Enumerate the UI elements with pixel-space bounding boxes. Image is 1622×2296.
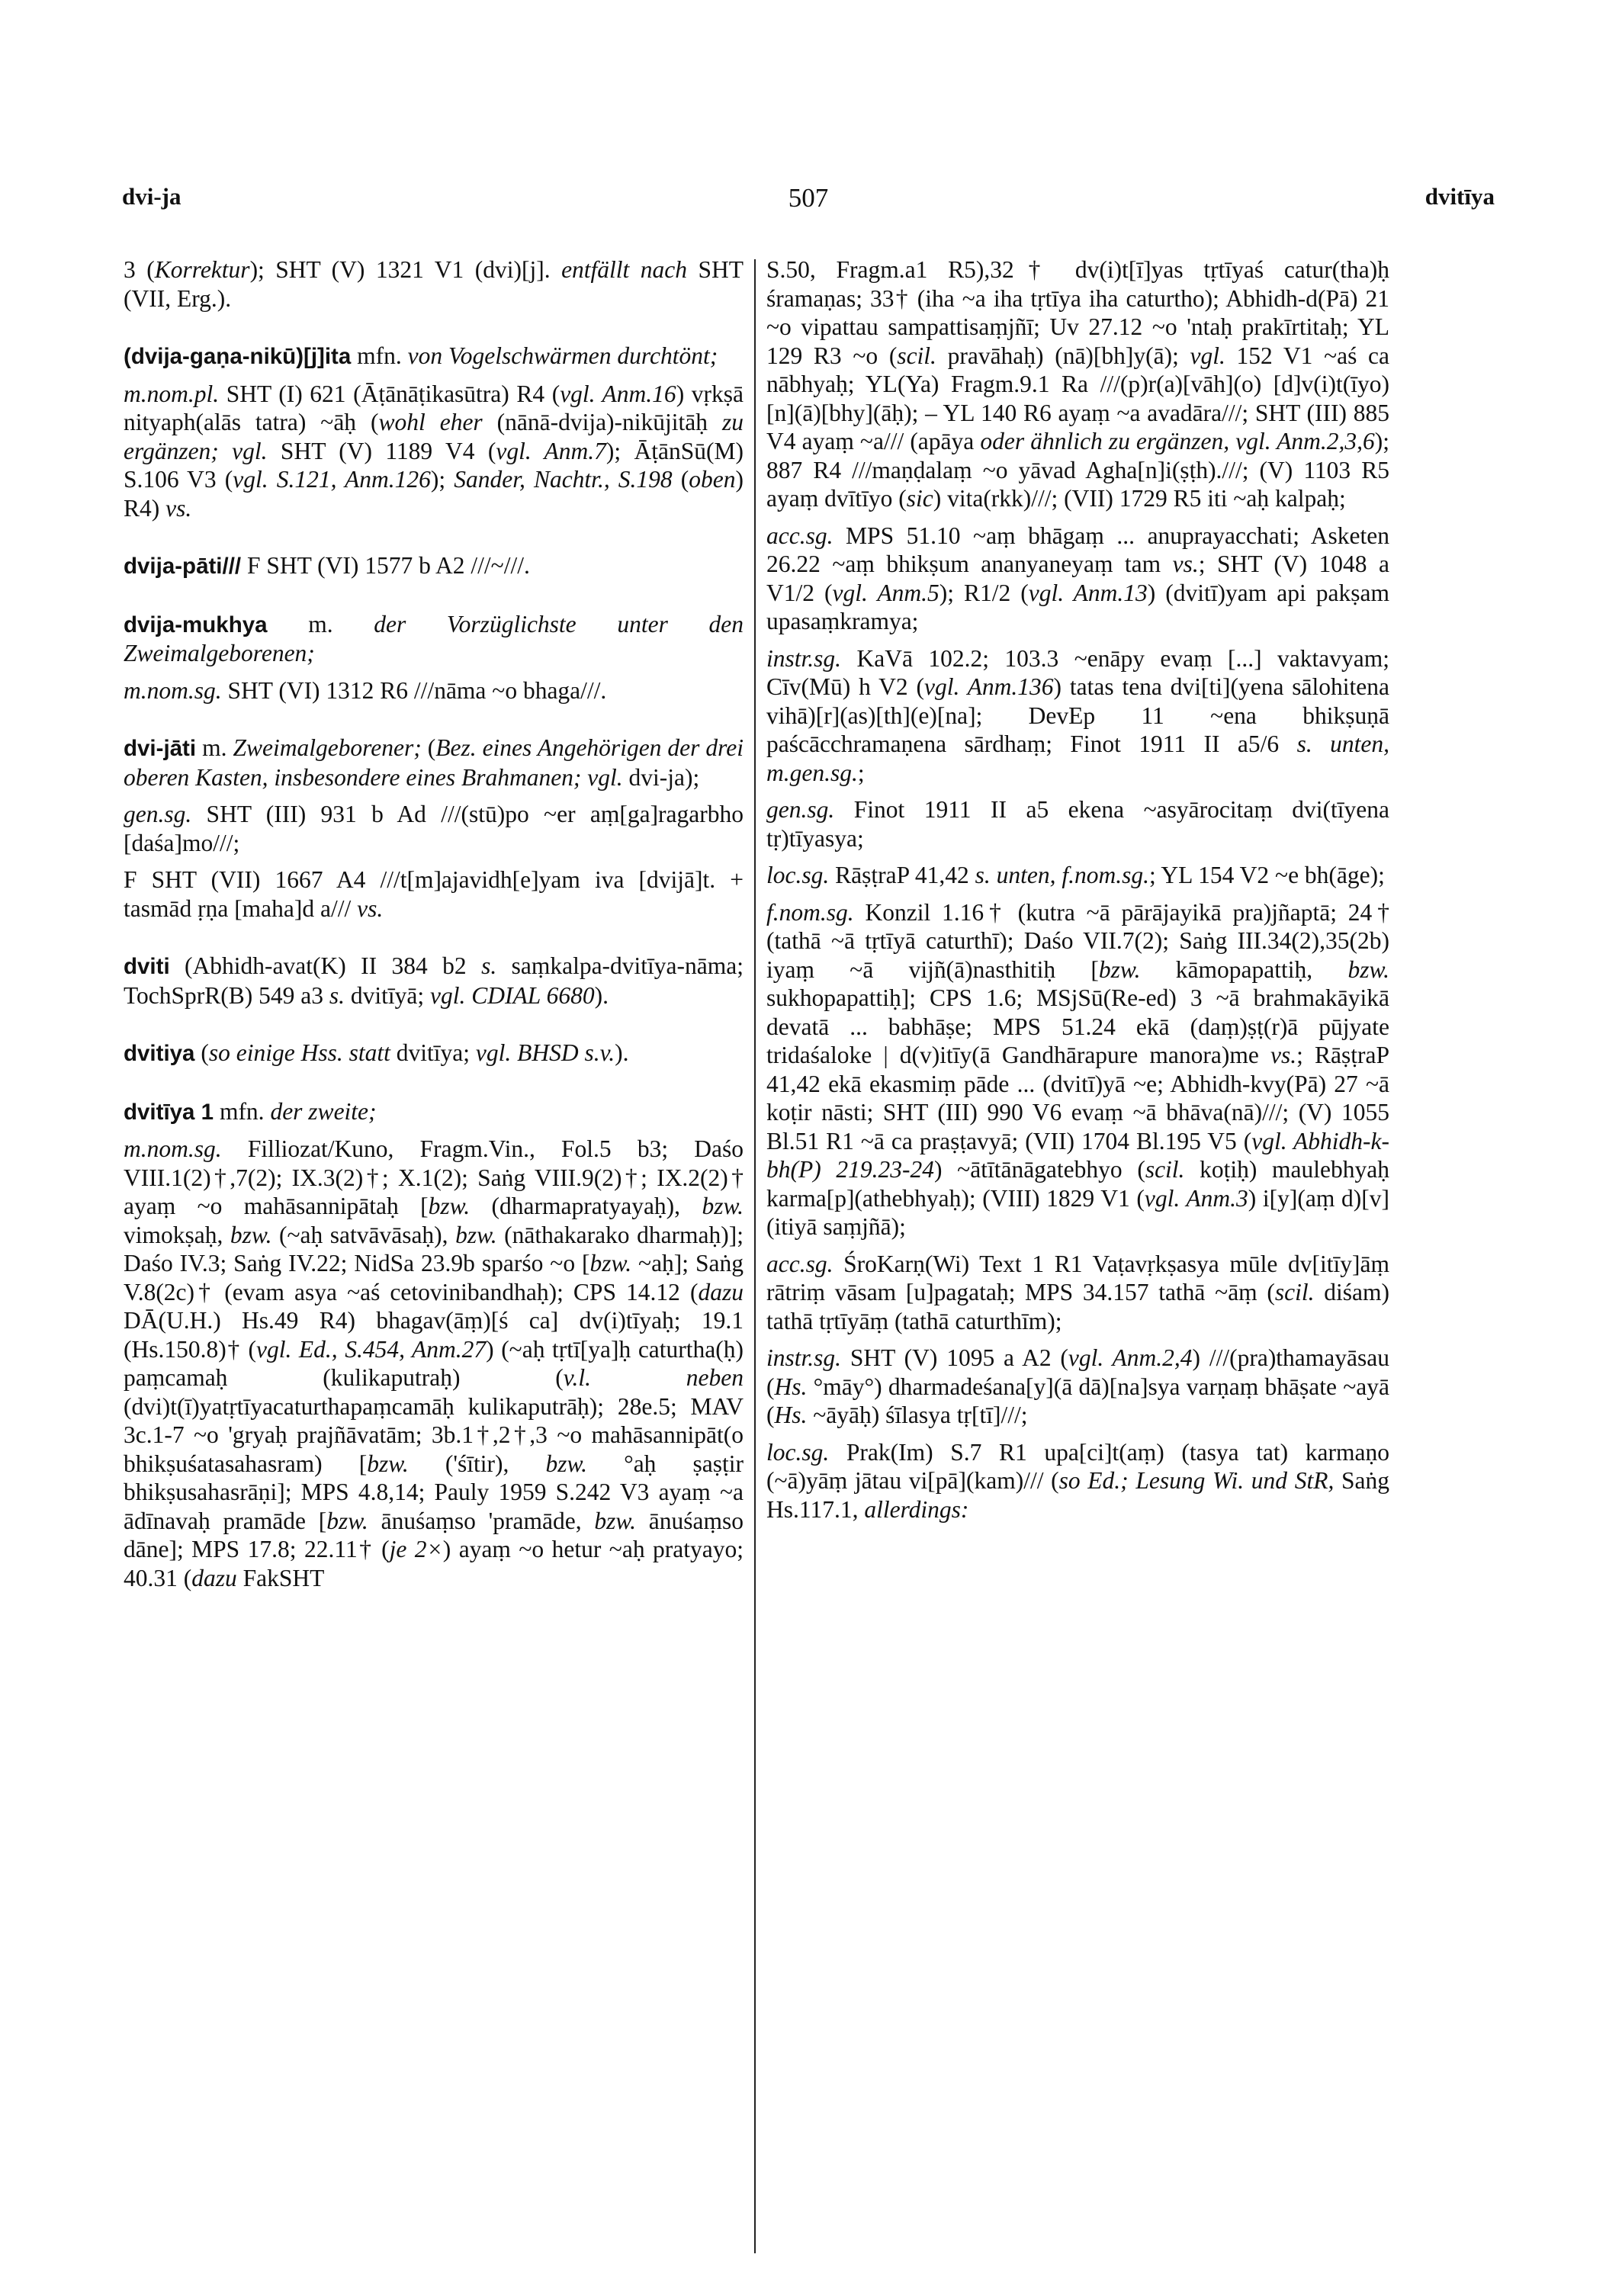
- dictionary-paragraph: instr.sg. KaVā 102.2; 103.3 ~enāpy evaṃ [...] vaktavyam; Cīv(Mū) h V2 (vgl. Anm.136) tatas tena dvi[ti](yena sālohitena vihā)[r](as)[th](e)[na]; DevEp 11 ~ena bhikṣuṇā paścācchramaṇena sārdhaṃ; Finot 1911 II a5/6 s. unten, m.gen.sg.;: [766, 644, 1390, 786]
- running-head-left: dvi-ja: [122, 183, 181, 210]
- dictionary-paragraph: (dvija-gaṇa-nikū)[j]ita mfn. von Vogelschwärmen durchtönt;: [124, 342, 718, 369]
- dictionary-paragraph: dviti (Abhidh-avat(K) II 384 b2 s. saṃkalpa-dvitīya-nāma; TochSprR(B) 549 a3 s. dvitīyā; vgl. CDIAL 6680).: [124, 952, 744, 1009]
- dictionary-paragraph: m.nom.sg. Filliozat/Kuno, Fragm.Vin., Fol.5 b3; Daśo VIII.1(2)†,7(2); IX.3(2)†; X.1(2); Saṅg VIII.9(2)†; IX.2(2)† ayaṃ ~o mahāsannipātaḥ [bzw. (dharmapratyayaḥ), bzw. vimokṣaḥ, bzw. (~aḥ satvāvāsaḥ), bzw. (nāthakarako dharmaḥ)]; Daśo IV.3; Saṅg IV.22; NidSa 23.9b sparśo ~o [bzw. ~aḥ]; Saṅg V.8(2c)† (evam asya ~aś cetovinibandhaḥ); CPS 14.12 (dazu DĀ(U.H.) Hs.49 R4) bhagav(āṃ)[ś ca] dv(i)tīyaḥ; 19.1 (Hs.150.8)† (vgl. Ed., S.454, Anm.27) (~aḥ tṛtī[ya]ḥ caturtha(ḥ) paṃcamaḥ (kulikaputraḥ) (v.l. neben (dvi)t(ī)yatṛtīyacaturthapaṃcamāḥ kulikaputrāḥ); 28e.5; MAV 3c.1-7 ~o 'gryaḥ prajñāvatām; 3b.1†,2†,3 ~o mahāsannipāt(o bhikṣuśatasahasram) [bzw. ('śītir), bzw. °aḥ ṣaṣṭir bhikṣusahasrāṇi]; MPS 4.8,14; Pauly 1959 S.242 V3 ayaṃ ~a ādīnavaḥ pramāde [bzw. ānuśaṃso 'pramāde, bzw. ānuśaṃso dāne]; MPS 17.8; 22.11† (je 2×) ayaṃ ~o hetur ~aḥ pratyayo; 40.31 (dazu FakSHT: [124, 1135, 744, 1591]
- page-number: 507: [788, 183, 829, 213]
- dictionary-paragraph: dvija-pāti/// F SHT (VI) 1577 b A2 ///~///.: [124, 552, 530, 579]
- dictionary-paragraph: dvitīya 1 mfn. der zweite;: [124, 1097, 377, 1125]
- dictionary-paragraph: loc.sg. Prak(Im) S.7 R1 upa[ci]t(aṃ) (tasya tat) karmaṇo (~ā)yāṃ jātau vi[pā](kam)/// (so Ed.; Lesung Wi. und StR, Saṅg Hs.117.1, allerdings:: [766, 1438, 1390, 1523]
- dictionary-paragraph: 3 (Korrektur); SHT (V) 1321 V1 (dvi)[j]. entfällt nach SHT (VII, Erg.).: [124, 256, 744, 312]
- dictionary-paragraph: m.nom.sg. SHT (VI) 1312 R6 ///nāma ~o bhaga///.: [124, 676, 607, 704]
- right-column: [766, 255, 1389, 1532]
- dictionary-paragraph: S.50, Fragm.a1 R5),32† dv(i)t[ī]yas tṛtīyaś catur(tha)ḥ śramaṇas; 33† (iha ~a iha tṛtīya iha caturtho); Abhidh-d(Pā) 21 ~o vipattau sampattisaṃjñī; Uv 27.12 ~o 'ntaḥ prakīrtitaḥ; YL 129 R3 ~o (scil. pravāhaḥ) (nā)[bh]y(ā); vgl. 152 V1 ~aś ca nābhyaḥ; YL(Ya) Fragm.9.1 Ra ///(p)r(a)[vāh](o) [d]v(i)t(īyo) [n](ā)[bhy](āḥ); – YL 140 R6 ayaṃ ~a avadāra///; SHT (III) 885 V4 ayaṃ ~a/// (apāya oder ähnlich zu ergänzen, vgl. Anm.2,3,6); 887 R4 ///maṇḍalaṃ ~o yāvad Agha[n]i(ṣṭh).///; (V) 1103 R5 ayaṃ dvītīyo (sic) vita(rkk)///; (VII) 1729 R5 iti ~aḥ kalpaḥ;: [766, 256, 1389, 512]
- column-divider: [754, 259, 756, 2253]
- dictionary-paragraph: acc.sg. MPS 51.10 ~aṃ bhāgaṃ ... anuprayacchati; Asketen 26.22 ~aṃ bhikṣum ananyaneyaṃ tam vs.; SHT (V) 1048 a V1/2 (vgl. Anm.5); R1/2 (vgl. Anm.13) (dvitī)yam api pakṣam upasaṃkramya;: [766, 522, 1389, 634]
- dictionary-paragraph: instr.sg. SHT (V) 1095 a A2 (vgl. Anm.2,4) ///(pra)thamayāsau (Hs. °māy°) dharmadeśana[y](ā dā)[na]sya varṇaṃ bhāṣate ~ayā (Hs. ~āyāḥ) śīlasya tṛ[tī]///;: [766, 1344, 1389, 1428]
- dictionary-paragraph: F SHT (VII) 1667 A4 ///t[m]ajavidh[e]yam iva [dvijā]t. + tasmād ṛṇa [maha]d a/// vs.: [124, 866, 744, 922]
- dictionary-paragraph: dvi-jāti m. Zweimalgeborener; (Bez. eines Angehörigen der drei oberen Kasten, insbesondere eines Brahmanen; vgl. dvi-ja);: [124, 734, 744, 791]
- dictionary-paragraph: loc.sg. RāṣṭraP 41,42 s. unten, f.nom.sg.; YL 154 V2 ~e bh(āge);: [766, 862, 1385, 888]
- dictionary-paragraph: dvija-mukhya m. der Vorzüglichste unter den Zweimalgeborenen;: [124, 610, 744, 666]
- running-head-right: dvitīya: [1424, 183, 1495, 210]
- dictionary-paragraph: f.nom.sg. Konzil 1.16† (kutra ~ā pārājayikā pra)jñaptā; 24† (tathā ~ā tṛtīyā caturthī); Daśo VII.7(2); Saṅg III.34(2),35(2b) iyaṃ ~ā vijñ(ā)nasthitiḥ [bzw. kāmopapattiḥ, bzw. sukhopapattiḥ]; CPS 1.6; MSjSū(Re-ed) 3 ~ā brahmakāyikā devatā ... babhāṣe; MPS 51.24 ekā (daṃ)ṣṭ(r)ā pūjyate tridaśaloke | d(v)itīy(ā Gandhārapure manora)me vs.; RāṣṭraP 41,42 ekā ekasmiṃ pāde ... (dvitī)yā ~e; Abhidh-kvy(Pā) 27 ~ā koṭir nāsti; SHT (III) 990 V6 evaṃ ~ā bhāva(nā)///; (V) 1055 Bl.51 R1 ~ā ca praṣṭavyā; (VII) 1704 Bl.195 V5 (vgl. Abhidh-k-bh(P) 219.23-24) ~ātītānāgatebhyo (scil. koṭiḥ) maulebhyaḥ karma[p](athebhyaḥ); (VIII) 1829 V1 (vgl. Anm.3) i[y](aṃ d)[v](itiyā saṃjñā);: [766, 898, 1389, 1240]
- dictionary-paragraph: gen.sg. Finot 1911 II a5 ekena ~asyārocitaṃ dvi(tīyena tṛ)tīyasya;: [766, 796, 1389, 852]
- dictionary-paragraph: dvitiya (so einige Hss. statt dvitīya; vgl. BHSD s.v.).: [124, 1039, 629, 1066]
- dictionary-paragraph: acc.sg. ŚroKarṇ(Wi) Text 1 R1 Vaṭavṛkṣasya mūle dv[itīy]āṃ rātriṃ vāsam [u]pagataḥ; MPS 34.157 tathā ~āṃ (scil. diśam) tathā tṛtīyāṃ (tathā caturthīm);: [766, 1250, 1389, 1334]
- dictionary-paragraph: gen.sg. SHT (III) 931 b Ad ///(stū)po ~er aṃ[ga]ragarbho [daśa]mo///;: [124, 801, 744, 856]
- page-header: [122, 183, 1495, 221]
- dictionary-paragraph: m.nom.pl. SHT (I) 621 (Āṭānāṭikasūtra) R4 (vgl. Anm.16) vṛkṣā nityaph(alās tatra) ~āḥ (wohl eher (nānā-dvija)-nikūjitāḥ zu ergänzen; vgl. SHT (V) 1189 V4 (vgl. Anm.7); ĀṭānSū(M) S.106 V3 (vgl. S.121, Anm.126); Sander, Nachtr., S.198 (oben) R4) vs.: [124, 380, 744, 522]
- left-column: [124, 255, 744, 1621]
